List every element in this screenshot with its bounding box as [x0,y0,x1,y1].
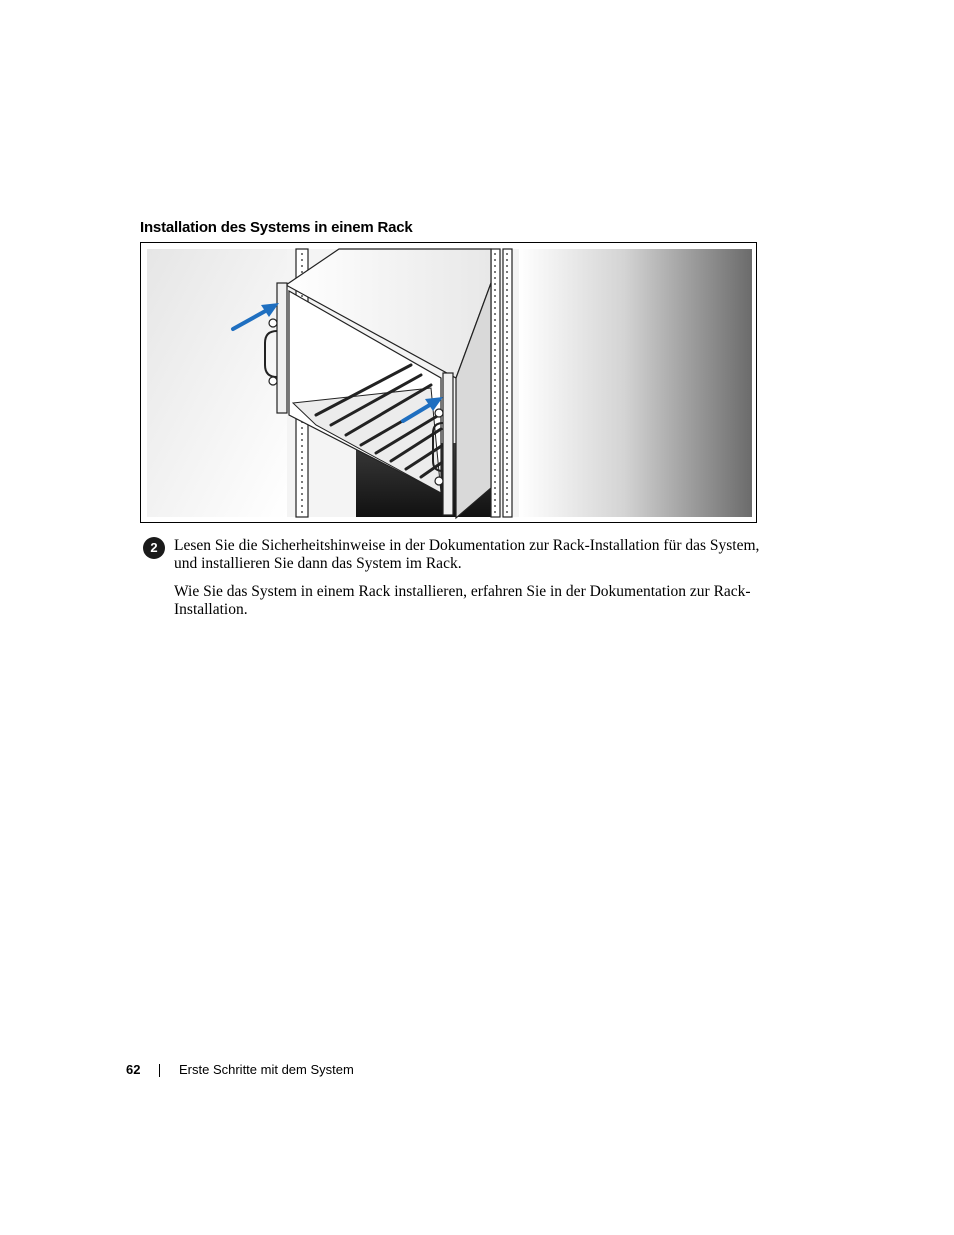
step-note: Wie Sie das System in einem Rack installieren, erfahren Sie in der Dokumentation zur Rack-Installation. [174,583,751,618]
rack-installation-figure [140,242,757,523]
step-instruction: Lesen Sie die Sicherheitshinweise in der Dokumentation zur Rack-Installation für das System, und installieren Sie dann das System im Rack. [174,537,760,572]
step-number-badge: 2 [143,537,165,559]
rack-illustration [141,243,756,522]
footer-separator [159,1064,160,1077]
page-number: 62 [126,1062,141,1077]
background-panel-left [147,249,287,517]
background-wall [519,249,752,517]
footer-title: Erste Schritte mit dem System [179,1062,354,1077]
section-heading: Installation des Systems in einem Rack [140,219,413,236]
